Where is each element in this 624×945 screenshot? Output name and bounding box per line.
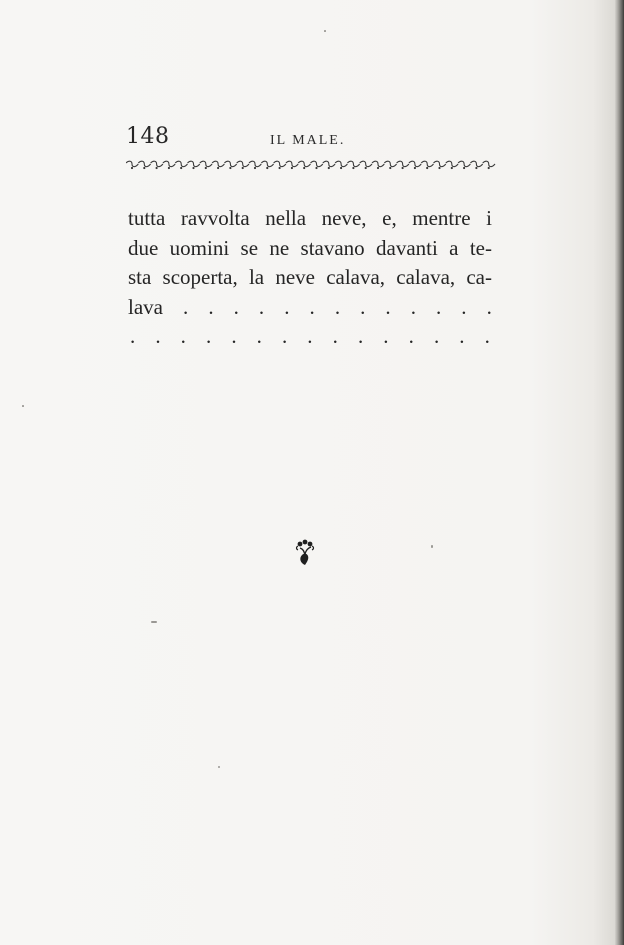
text-line-2: due uomini se ne stavano davanti a te- bbox=[128, 235, 492, 260]
page-header bbox=[126, 124, 496, 154]
ellipsis-row: . . . . . . . . . . . . . . . bbox=[130, 324, 490, 348]
last-word: lava bbox=[128, 294, 163, 319]
paper-speck bbox=[324, 30, 326, 32]
page-edge bbox=[614, 0, 624, 945]
fleuron-icon bbox=[294, 538, 316, 566]
paper-speck bbox=[22, 405, 24, 407]
text-line-1: tutta ravvolta nella neve, e, mentre i bbox=[128, 206, 492, 230]
ornament-rule-icon bbox=[126, 160, 496, 172]
paper-speck bbox=[431, 545, 433, 548]
text-line-3: sta scoperta, la neve calava, calava, ca- bbox=[128, 265, 492, 289]
body-text bbox=[128, 204, 492, 352]
paper-speck bbox=[151, 621, 157, 623]
page-number: 148 bbox=[126, 124, 170, 149]
text-line-4: lava . . . . . . . . . . . . . bbox=[128, 293, 492, 323]
paper-speck bbox=[218, 766, 220, 768]
running-title: IL MALE. bbox=[270, 133, 346, 148]
